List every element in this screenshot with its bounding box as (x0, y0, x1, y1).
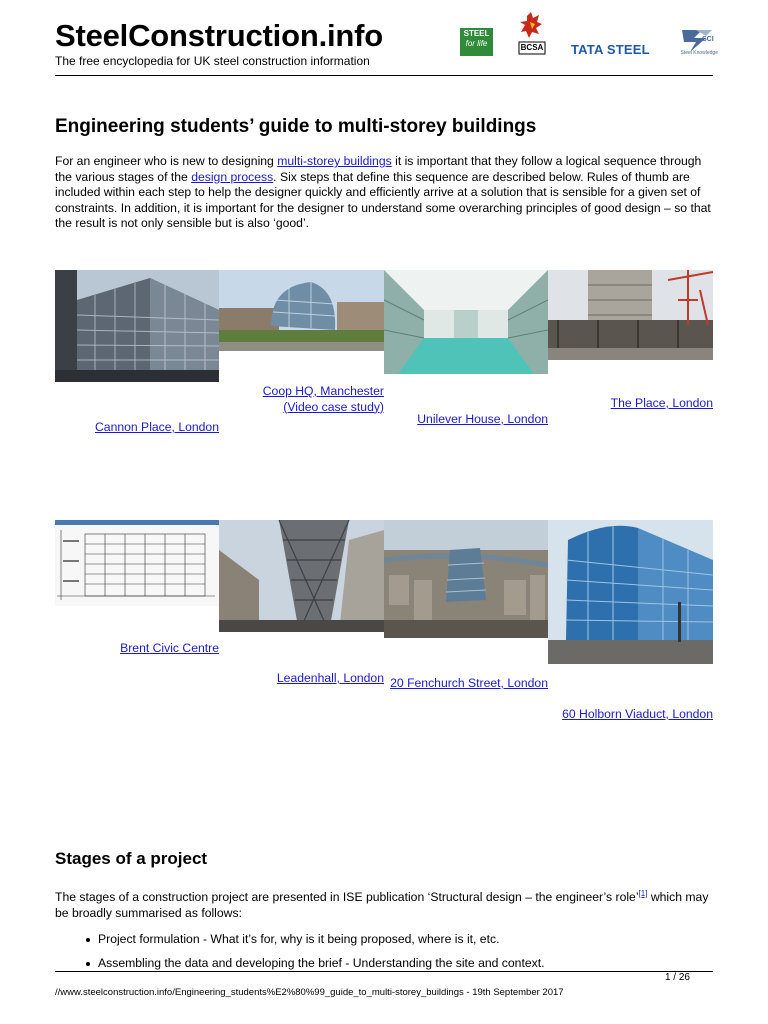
caption-cannon-place[interactable]: Cannon Place, London (94, 420, 219, 434)
caption-coop-hq-line2: (Video case study) (283, 399, 384, 414)
60-holborn-viaduct-photo[interactable] (548, 520, 713, 664)
reference-link-1[interactable]: [1] (638, 889, 648, 898)
the-place-photo[interactable] (548, 270, 713, 360)
stages-intro (55, 886, 715, 921)
intro-text-3: . Six steps that define this sequence are described below. Rules of thumb are included within each step to help the designer quickly and efficiently arrive at a solution that is sensible for a given set of constraints. In addition, it is important for the designer to understand some overarching principles of good design – so that the result is not only sensible but is also ‘good’. (55, 169, 711, 231)
caption-20-fenchurch-street[interactable]: 20 Fenchurch Street, London (390, 676, 548, 690)
cannon-place-photo[interactable] (55, 270, 219, 382)
sci-logo (676, 28, 718, 58)
steel-logo-line2: for life (465, 39, 488, 48)
caption-the-place[interactable]: The Place, London (610, 396, 713, 410)
link-multi-storey-buildings[interactable]: multi-storey buildings (277, 154, 392, 168)
brent-civic-centre-drawing[interactable] (55, 520, 219, 606)
caption-coop-hq-line1: Coop HQ, Manchester (262, 384, 384, 398)
intro-paragraph (55, 154, 715, 232)
sci-logo-sub: Steel Knowledge (680, 50, 718, 56)
stages-list (80, 932, 710, 979)
unilever-house-photo[interactable] (384, 270, 548, 374)
header-divider (55, 75, 713, 76)
page-number: 1 / 26 (664, 972, 690, 983)
section-heading-stages: Stages of a project (55, 849, 208, 868)
list-item: Assembling the data and developing the brief - Understanding the site and context. (80, 956, 710, 972)
leadenhall-photo[interactable] (219, 520, 384, 632)
list-item: Project formulation - What it’s for, why is it being proposed, where is it, etc. (80, 932, 710, 948)
sci-logo-label: SCI (702, 36, 714, 43)
tata-steel-logo: TATA STEEL (571, 42, 650, 57)
link-design-process[interactable]: design process (191, 169, 274, 184)
footer-divider (55, 971, 713, 972)
caption-leadenhall[interactable]: Leadenhall, London (276, 671, 384, 685)
caption-unilever-house[interactable]: Unilever House, London (417, 412, 548, 426)
stages-intro-text-2: which may be broadly summarised as follows: (55, 890, 709, 920)
steel-logo-line1: STEEL (463, 29, 490, 38)
caption-coop-hq[interactable] (263, 384, 384, 415)
steel-for-life-logo (460, 28, 493, 56)
caption-brent-civic-centre[interactable]: Brent Civic Centre (120, 641, 219, 655)
bcsa-logo-label: BCSA (520, 43, 544, 52)
intro-text-1: For an engineer who is new to designing (55, 154, 278, 168)
stages-intro-text-1: The stages of a construction project are presented in ISE publication ‘Structural design – the engineer’s role’ (55, 890, 639, 904)
site-title[interactable]: SteelConstruction.info (55, 18, 383, 53)
page-title: Engineering students’ guide to multi-storey buildings (55, 116, 537, 137)
intro-text-2: it is important that they follow a logical sequence through the various stages of the (55, 154, 702, 184)
caption-60-holborn-viaduct[interactable]: 60 Holborn Viaduct, London (562, 707, 713, 721)
bcsa-logo (517, 12, 547, 56)
site-tagline: The free encyclopedia for UK steel construction information (55, 54, 370, 68)
coop-hq-photo[interactable] (219, 270, 384, 351)
20-fenchurch-street-photo[interactable] (384, 520, 548, 638)
footer-url: //www.steelconstruction.info/Engineering_students%E2%80%99_guide_to_multi-storey_buildings - 19th September 2017 (55, 987, 564, 998)
